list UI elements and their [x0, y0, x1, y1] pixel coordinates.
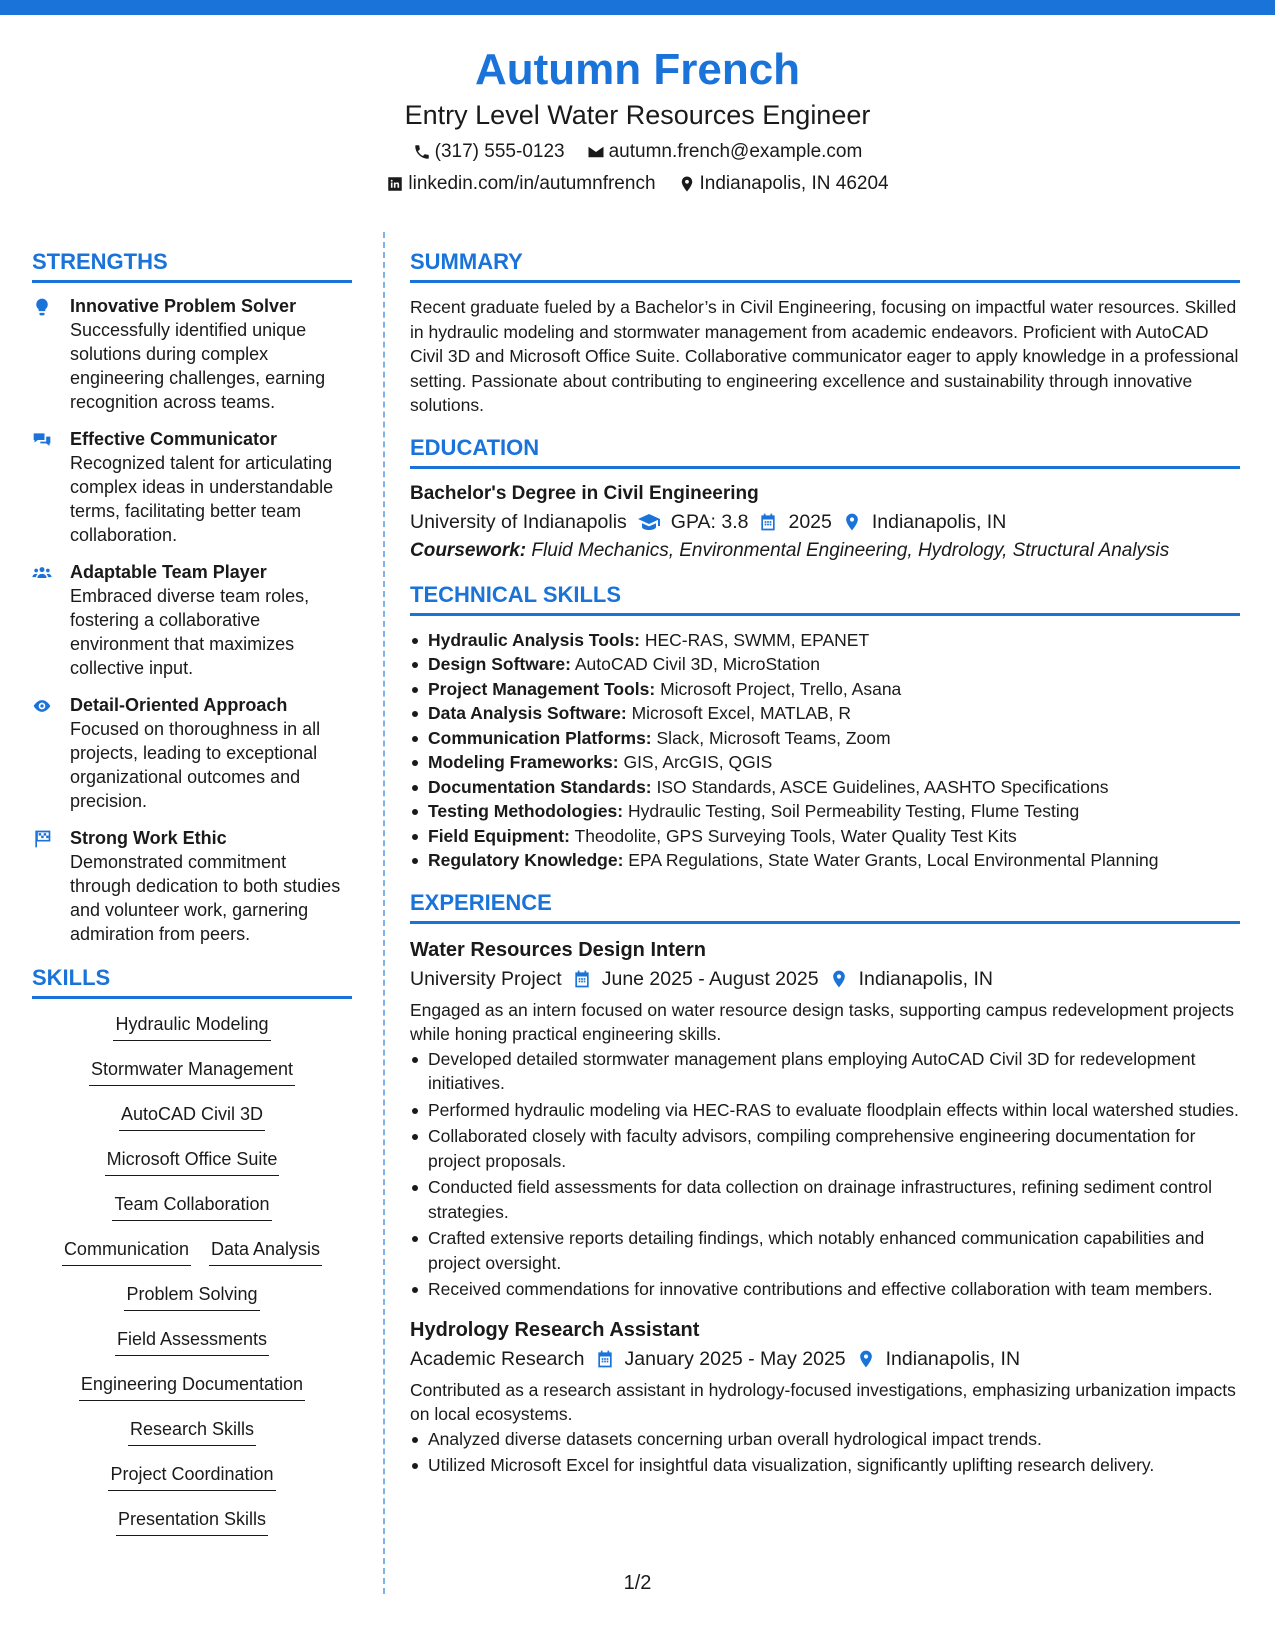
job-location: Indianapolis, IN	[858, 967, 993, 990]
skill-tag: Presentation Skills	[116, 1506, 268, 1536]
top-accent-bar	[0, 0, 1275, 15]
job-org: Academic Research	[410, 1347, 585, 1370]
location-contact	[678, 172, 889, 196]
education-year: 2025	[788, 510, 832, 533]
graduation-cap-icon	[637, 510, 661, 534]
list-item: Utilized Microsoft Excel for insightful data visualization, significantly uplifting research delivery.	[410, 1453, 1240, 1478]
job-bullets	[410, 1047, 1240, 1302]
candidate-role: Entry Level Water Resources Engineer	[404, 100, 871, 130]
list-item: Analyzed diverse datasets concerning urban overall hydrological impact trends.	[410, 1427, 1240, 1452]
list-item: Communication Platforms: Slack, Microsoft Teams, Zoom	[410, 726, 1240, 751]
strength-item	[32, 561, 352, 680]
job-bullets	[410, 1427, 1240, 1478]
education-location: Indianapolis, IN	[871, 510, 1007, 533]
strength-title: Innovative Problem Solver	[70, 296, 297, 316]
calendar-icon	[572, 969, 592, 989]
job-meta	[410, 964, 1240, 994]
calendar-icon	[758, 512, 778, 532]
envelope-icon	[587, 143, 605, 161]
list-item: Developed detailed stormwater management plans employing AutoCAD Civil 3D for redevelopment initiatives.	[410, 1047, 1240, 1096]
skills-title: SKILLS	[32, 964, 352, 999]
list-item: Received commendations for innovative contributions and effective collaboration with team members.	[410, 1277, 1240, 1302]
education-title: EDUCATION	[410, 434, 1240, 469]
experience-title: EXPERIENCE	[410, 889, 1240, 924]
email-contact[interactable]	[587, 140, 863, 164]
skill-tag: Research Skills	[128, 1416, 256, 1446]
list-item: Documentation Standards: ISO Standards, ASCE Guidelines, AASHTO Specifications	[410, 775, 1240, 800]
contact-row-1	[0, 140, 1275, 164]
list-item: Regulatory Knowledge: EPA Regulations, State Water Grants, Local Environmental Planning	[410, 848, 1240, 873]
job-entry	[410, 936, 1240, 1302]
skill-tag: Team Collaboration	[112, 1191, 271, 1221]
strength-desc: Focused on thoroughness in all projects, leading to exceptional organizational outcomes and precision.	[70, 719, 321, 811]
list-item: Design Software: AutoCAD Civil 3D, MicroStation	[410, 652, 1240, 677]
skill-tag: Field Assessments	[115, 1326, 269, 1356]
skill-tag: Hydraulic Modeling	[113, 1011, 270, 1041]
skill-tag: AutoCAD Civil 3D	[119, 1101, 265, 1131]
left-column	[32, 248, 352, 1551]
list-item: Project Management Tools: Microsoft Project, Trello, Asana	[410, 677, 1240, 702]
education-meta	[410, 507, 1240, 537]
skill-tag: Project Coordination	[108, 1461, 275, 1491]
eye-icon	[32, 696, 52, 716]
location-text: Indianapolis, IN 46204	[699, 173, 889, 194]
map-pin-icon	[842, 512, 862, 532]
strength-item	[32, 295, 352, 414]
list-item: Data Analysis Software: Microsoft Excel, MATLAB, R	[410, 701, 1240, 726]
phone-icon	[413, 143, 431, 161]
technical-skills-title: TECHNICAL SKILLS	[410, 581, 1240, 616]
skill-tag: Communication	[62, 1236, 191, 1266]
calendar-icon	[595, 1349, 615, 1369]
list-item: Modeling Frameworks: GIS, ArcGIS, QGIS	[410, 750, 1240, 775]
job-org: University Project	[410, 967, 562, 990]
phone-text: (317) 555-0123	[434, 141, 565, 162]
strength-title: Strong Work Ethic	[70, 828, 227, 848]
list-item: Hydraulic Analysis Tools: HEC-RAS, SWMM, EPANET	[410, 628, 1240, 653]
technical-skills-list	[410, 628, 1240, 873]
list-item: Field Equipment: Theodolite, GPS Surveying Tools, Water Quality Test Kits	[410, 824, 1240, 849]
candidate-name: Autumn French	[474, 45, 801, 94]
right-column	[410, 248, 1240, 1492]
column-divider	[383, 232, 385, 1594]
linkedin-text: linkedin.com/in/autumnfrench	[408, 173, 656, 194]
list-item: Performed hydraulic modeling via HEC-RAS to evaluate floodplain effects within local watershed studies.	[410, 1098, 1240, 1123]
page-number: 1/2	[623, 1572, 652, 1594]
skill-tag: Stormwater Management	[89, 1056, 295, 1086]
skills-list	[32, 1011, 352, 1551]
skill-tag: Problem Solving	[124, 1281, 259, 1311]
coursework-label: Coursework:	[410, 539, 527, 561]
job-desc: Engaged as an intern focused on water resource design tasks, supporting campus redevelopment projects while honing practical engineering skills.	[410, 999, 1234, 1044]
job-desc: Contributed as a research assistant in hydrology-focused investigations, emphasizing urbanization impacts on local ecosystems.	[410, 1379, 1236, 1424]
coursework-text: Fluid Mechanics, Environmental Engineering, Hydrology, Structural Analysis	[526, 539, 1170, 561]
linkedin-contact[interactable]	[386, 172, 655, 196]
strength-item	[32, 428, 352, 547]
skill-tag: Engineering Documentation	[79, 1371, 305, 1401]
education-gpa: GPA: 3.8	[670, 510, 749, 533]
strength-desc: Embraced diverse team roles, fostering a collaborative environment that maximizes collective input.	[70, 586, 310, 678]
job-meta	[410, 1344, 1240, 1374]
strength-item	[32, 827, 352, 946]
strength-title: Detail-Oriented Approach	[70, 695, 288, 715]
strength-desc: Recognized talent for articulating complex ideas in understandable terms, facilitating better team collaboration.	[70, 453, 334, 545]
education-degree: Bachelor's Degree in Civil Engineering	[410, 482, 759, 504]
strengths-title: STRENGTHS	[32, 248, 352, 283]
job-dates: January 2025 - May 2025	[624, 1347, 846, 1370]
education-school: University of Indianapolis	[410, 510, 627, 533]
list-item: Crafted extensive reports detailing findings, which notably enhanced communication capabilities and project oversight.	[410, 1226, 1240, 1275]
strength-title: Adaptable Team Player	[70, 562, 267, 582]
skill-tag: Microsoft Office Suite	[105, 1146, 280, 1176]
team-icon	[32, 563, 52, 583]
job-entry	[410, 1316, 1240, 1478]
strength-item	[32, 694, 352, 813]
list-item: Collaborated closely with faculty advisors, compiling comprehensive engineering documentation for project proposals.	[410, 1124, 1240, 1173]
job-dates: June 2025 - August 2025	[601, 967, 819, 990]
job-title: Water Resources Design Intern	[410, 938, 707, 961]
map-pin-icon	[829, 969, 849, 989]
resume-header	[0, 44, 1275, 196]
strength-desc: Successfully identified unique solutions during complex engineering challenges, earning recognition across teams.	[70, 320, 326, 412]
list-item: Testing Methodologies: Hydraulic Testing, Soil Permeability Testing, Flume Testing	[410, 799, 1240, 824]
chat-icon	[32, 430, 52, 450]
skill-tag: Data Analysis	[209, 1236, 322, 1266]
strength-title: Effective Communicator	[70, 429, 278, 449]
education-coursework	[410, 537, 1240, 565]
list-item: Conducted field assessments for data collection on drainage infrastructures, refining sediment control strategies.	[410, 1175, 1240, 1224]
job-title: Hydrology Research Assistant	[410, 1318, 700, 1341]
linkedin-icon	[386, 175, 404, 193]
map-pin-icon	[678, 175, 696, 193]
strength-desc: Demonstrated commitment through dedication to both studies and volunteer work, garnering admiration from peers.	[70, 852, 341, 944]
summary-title: SUMMARY	[410, 248, 1240, 283]
summary-text: Recent graduate fueled by a Bachelor’s in Civil Engineering, focusing on impactful water resources. Skilled in hydraulic modeling and stormwater management from academic endeavors. Proficient with AutoCAD Civil 3D and Microsoft Office Suite. Collaborative communicator eager to apply knowledge in a professional setting. Passionate about contributing to engineering excellence and sustainability through innovative solutions.	[410, 297, 1239, 415]
lightbulb-icon	[32, 297, 52, 317]
job-location: Indianapolis, IN	[885, 1347, 1021, 1370]
email-text: autumn.french@example.com	[608, 141, 863, 162]
phone-contact[interactable]	[413, 140, 565, 164]
contact-row-2	[0, 172, 1275, 196]
map-pin-icon	[856, 1349, 876, 1369]
flag-icon	[32, 829, 52, 849]
